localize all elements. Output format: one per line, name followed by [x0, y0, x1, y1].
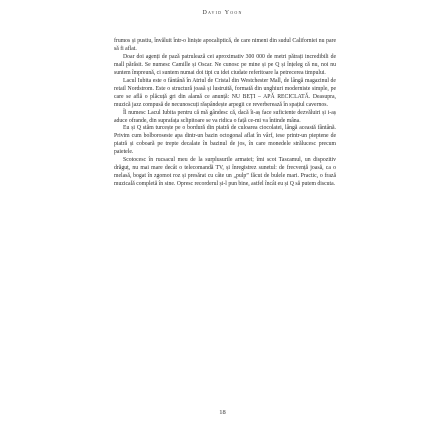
- paragraph: Eu și Q stăm turcește pe o bordură din piatră de culoarea ciocolatei, lângă această fântână. Privim cum bolboroseste apa dintr-un bazin octogonal aflat în vârf, iese printr-un pieptene de piatră și coboară pe trepte decalate în bazinul de jos, în care monedele strălucesc precum paietele.: [114, 125, 336, 156]
- paragraph: Scotocesc în rucsacul meu de la surplusurile armatei; îmi scot Tascamul, un dispozitiv drăguț, nu mai mare decât o telecomandă TV, și înregistrez sunetul: de frecvență joasă, ca o melasă, bogat în zgomot roz și presărat cu câte un „pulp” făcut de bulele mari. Practic, o frază muzicală completă în sine. Opresc recorderul și-l pun bine, astfel încât eu și Q să putem discuta.: [114, 157, 336, 188]
- body-text: [114, 38, 336, 189]
- running-head: David Yoon: [202, 10, 243, 16]
- paragraph: Îl numesc Lacul Iubita pentru că mă gândesc că, dacă îi-aș face suficiente dezvăluiri și i-aș aduce ofrande, din suprafața sclipitoare se va ridica o față ce-mi va întinde mâna.: [114, 109, 336, 124]
- paragraph: Lacul Iubita este o fântână în Atriul de Cristal din Westchester Mall, de lângă magazinul de retail Nordstrom. Este o structură joasă și lustruită, formată din unghiuri moderniste simple, pe care se află o plăcuță gri din alamă ce anunță: NU BEȚI – APĂ RECICLATĂ. Deasupra, muzică jazz compusă de necunoscuți răspândește arpegii ce reverberează în spațiul cavernos.: [114, 77, 336, 108]
- paragraph: frumos și pustiu, învăluit într-o liniște apocaliptică, de care nimeni din sudul Californiei nu pare să fi aflat.: [114, 38, 336, 52]
- page-number: 18: [219, 409, 226, 416]
- paragraph: Doar doi agenți de pază patrulează cei aproximativ 300 000 de metri pătrați incredibili de mall părăsit. Se numesc Camille și Oscar. Ne cunosc pe mine și pe Q și înțeleg că nu, noi nu suntem împreună, ci suntem numai doi tipi cu idei ciudate referitoare la petrecerea timpului.: [114, 53, 336, 76]
